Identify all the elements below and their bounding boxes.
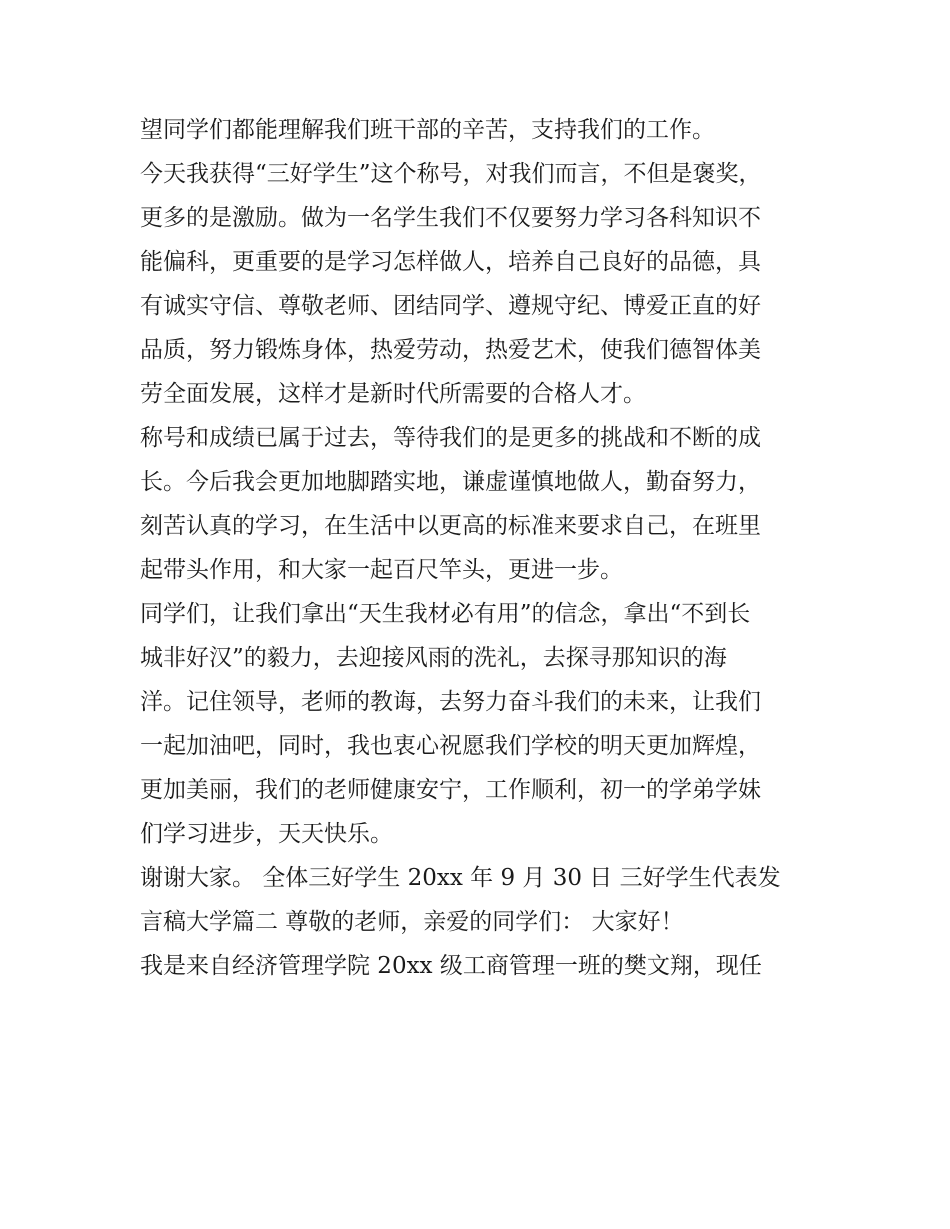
- text-line: 一起加油吧，同时，我也衷心祝愿我们学校的明天更加辉煌，: [140, 733, 761, 759]
- text-line: 城非好汉”的毅力，去迎接风雨的洗礼，去探寻那知识的海: [140, 645, 727, 671]
- text-line: 有诚实守信、尊敬老师、团结同学、遵规守纪、博爱正直的好: [140, 293, 761, 319]
- text-line: 望同学们都能理解我们班干部的辛苦，支持我们的工作。: [140, 117, 715, 143]
- text-line: 言稿大学篇二 尊敬的老师，亲爱的同学们： 大家好！: [140, 909, 684, 935]
- text-line: 更多的是激励。做为一名学生我们不仅要努力学习各科知识不: [140, 205, 761, 231]
- text-line: 们学习进步，天天快乐。: [140, 821, 393, 847]
- text-line: 谢谢大家。 全体三好学生 20xx 年 9 月 30 日 三好学生代表发: [140, 865, 781, 891]
- text-line: 品质，努力锻炼身体，热爱劳动，热爱艺术，使我们德智体美: [140, 337, 761, 363]
- text-line: 洋。记住领导，老师的教诲，去努力奋斗我们的未来，让我们: [140, 689, 761, 715]
- document-body: [140, 108, 820, 988]
- text-line: 今天我获得“三好学生”这个称号，对我们而言，不但是褒奖，: [140, 161, 762, 187]
- text-line: 劳全面发展，这样才是新时代所需要的合格人才。: [140, 381, 646, 407]
- text-line: 我是来自经济管理学院 20xx 级工商管理一班的樊文翔，现任: [140, 953, 762, 979]
- text-line: 称号和成绩已属于过去，等待我们的是更多的挑战和不断的成: [140, 425, 761, 451]
- text-line: 能偏科，更重要的是学习怎样做人，培养自己良好的品德，具: [140, 249, 761, 275]
- text-line: 同学们，让我们拿出“天生我材必有用”的信念，拿出“不到长: [140, 601, 751, 627]
- text-line: 更加美丽，我们的老师健康安宁，工作顺利，初一的学弟学妹: [140, 777, 761, 803]
- text-line: 刻苦认真的学习，在生活中以更高的标准来要求自己，在班里: [140, 513, 761, 539]
- text-line: 起带头作用，和大家一起百尺竿头，更进一步。: [140, 557, 623, 583]
- text-line: 长。今后我会更加地脚踏实地，谦虚谨慎地做人，勤奋努力，: [140, 469, 761, 495]
